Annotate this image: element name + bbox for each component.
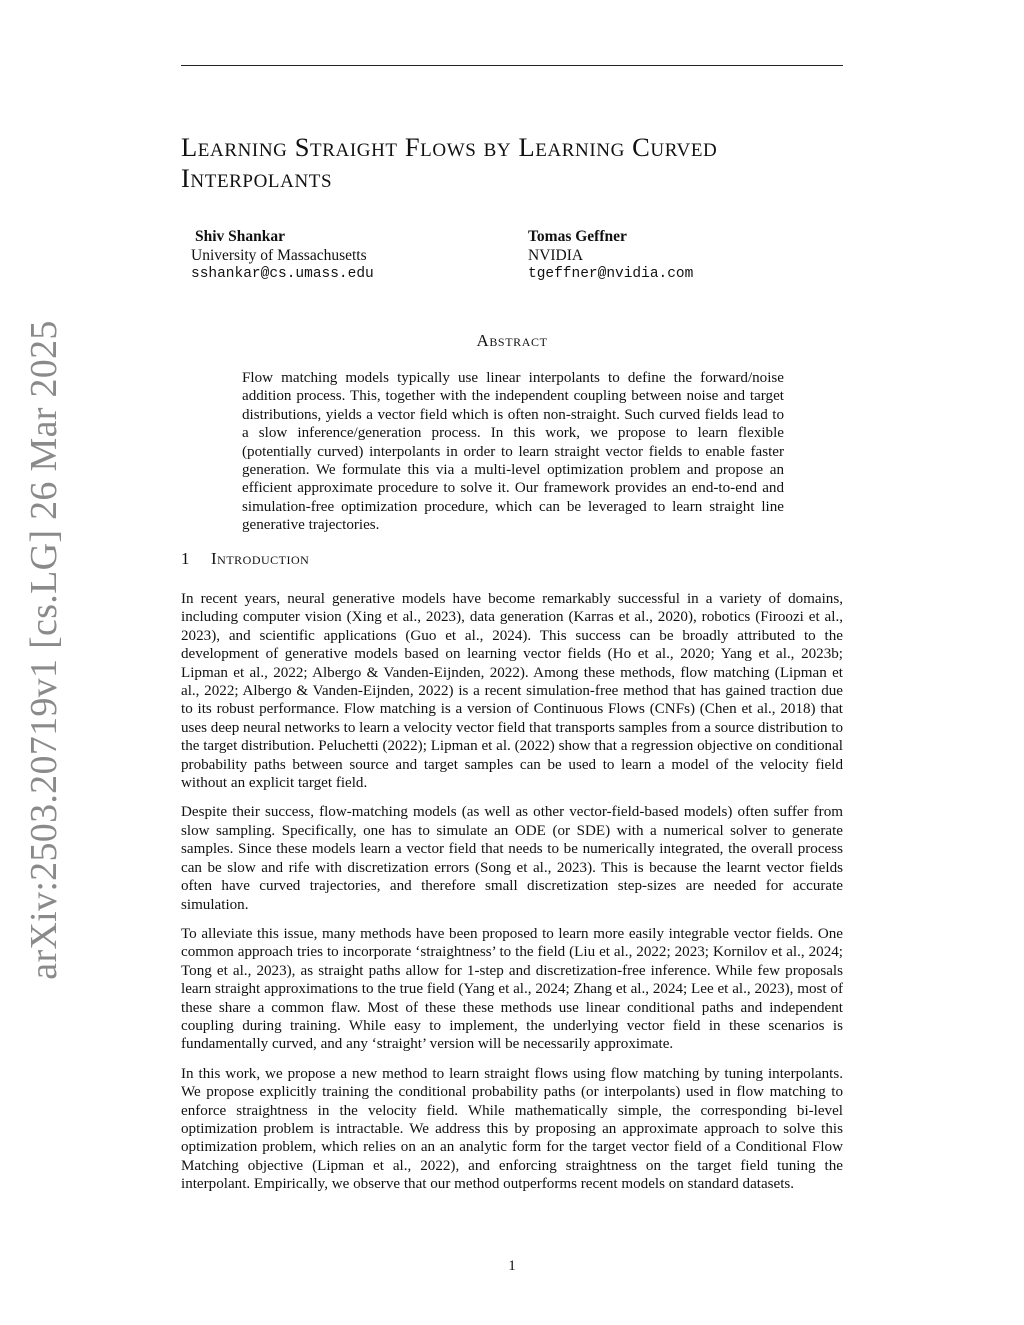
author-affiliation: NVIDIA — [528, 247, 584, 264]
author-email: tgeffner@nvidia.com — [528, 266, 694, 282]
abstract-text: Flow matching models typically use linear interpolants to define the forward/noise addition process. This, together with the independent coupling between noise and target distributions, yields a vector field which is often non-straight. Such curved fields lead to a slow inference/generation process. In this work, we propose to learn flexible (potentially curved) interpolants in order to learn straight vector fields to enable faster generation. We formulate this via a multi-level optimization problem and propose an efficient approximate procedure to solve it. Our framework provides an end-to-end and simulation-free optimization procedure, which can be leveraged to learn straight line generative trajectories. — [242, 370, 784, 534]
paragraph: To alleviate this issue, many methods have been proposed to learn more easily integrable vector fields. One common approach tries to incorporate ‘straightness’ to the field (Liu et al., 2022; 2023; Kornilov et al., 2024; Tong et al., 2023), as straight paths allow for 1-step and discretization-free inference. While few proposals learn straight approximations to the true field (Yang et al., 2024; Zhang et al., 2024; Lee et al., 2023), most of these share a common flaw. Most of these these methods use linear conditional paths and independent coupling during training. While easy to implement, the underlying vector field in these scenarios is fundamentally curved, and any ‘straight’ version will be necessarily approximate. — [181, 925, 843, 1053]
author-affiliation: University of Massachusetts — [191, 247, 367, 264]
header-rule — [181, 65, 843, 66]
introduction-body — [181, 590, 843, 1205]
paragraph: In recent years, neural generative models have become remarkably successful in a variety of domains, including computer vision (Xing et al., 2023), data generation (Karras et al., 2020), robotics (Firoozi et al., 2023), and scientific applications (Guo et al., 2024). This success can be broadly attributed to the development of generative models based on learning vector fields (Ho et al., 2020; Yang et al., 2023b; Lipman et al., 2022; Albergo & Vanden-Eijnden, 2022). Among these methods, flow matching (Lipman et al., 2022; Albergo & Vanden-Eijnden, 2022) is a recent simulation-free method that has gained traction due to its robust performance. Flow matching is a version of Continuous Flows (CNFs) (Chen et al., 2018) that uses deep neural networks to learn a velocity vector field that transports samples from a source distribution to the target distribution. Peluchetti (2022); Lipman et al. (2022) show that a regression objective on conditional probability paths between source and target samples can be used to learn a model of the velocity field without an explicit target field. — [181, 591, 843, 792]
section-number: 1 — [181, 549, 190, 568]
page-number: 1 — [508, 1258, 516, 1274]
author-block — [528, 227, 693, 284]
section-title: Introduction — [211, 549, 310, 568]
section-heading — [181, 549, 309, 569]
paragraph: In this work, we propose a new method to learn straight flows using flow matching by tuning interpolants. We propose explicitly training the conditional probability paths (or interpolants) used in flow matching to enforce straightness in the velocity field. While mathematically simple, the corresponding bi-level optimization problem is intractable. We address this by proposing an approximate approach to solve this optimization problem, which relies on an an analytic form for the target vector field of a Conditional Flow Matching objective (Lipman et al., 2022), and enforcing straightness on the target field tuning the interpolant. Empirically, we observe that our method outperforms recent models on standard datasets. — [181, 1065, 843, 1193]
arxiv-stamp-text: arXiv:2503.20719v1 [cs.LG] 26 Mar 2025 — [23, 320, 65, 980]
paper-title: Learning Straight Flows by Learning Curved Interpolants — [181, 132, 718, 193]
abstract-heading: Abstract — [476, 331, 548, 350]
author-name: Tomas Geffner — [528, 228, 627, 245]
paragraph: Despite their success, flow-matching models (as well as other vector-field-based models) often suffer from slow sampling. Specifically, one has to simulate an ODE (or SDE) with a numerical solver to generate samples. Since these models learn a vector field that needs to be numerically integrated, the overall process can be slow and rife with discretization errors (Song et al., 2023). This is because the learnt vector fields often have curved trajectories, and therefore small discretization step-sizes are needed for accurate simulation. — [181, 804, 843, 913]
author-name: Shiv Shankar — [195, 228, 286, 245]
author-block — [191, 227, 374, 284]
author-email: sshankar@cs.umass.edu — [191, 266, 374, 282]
